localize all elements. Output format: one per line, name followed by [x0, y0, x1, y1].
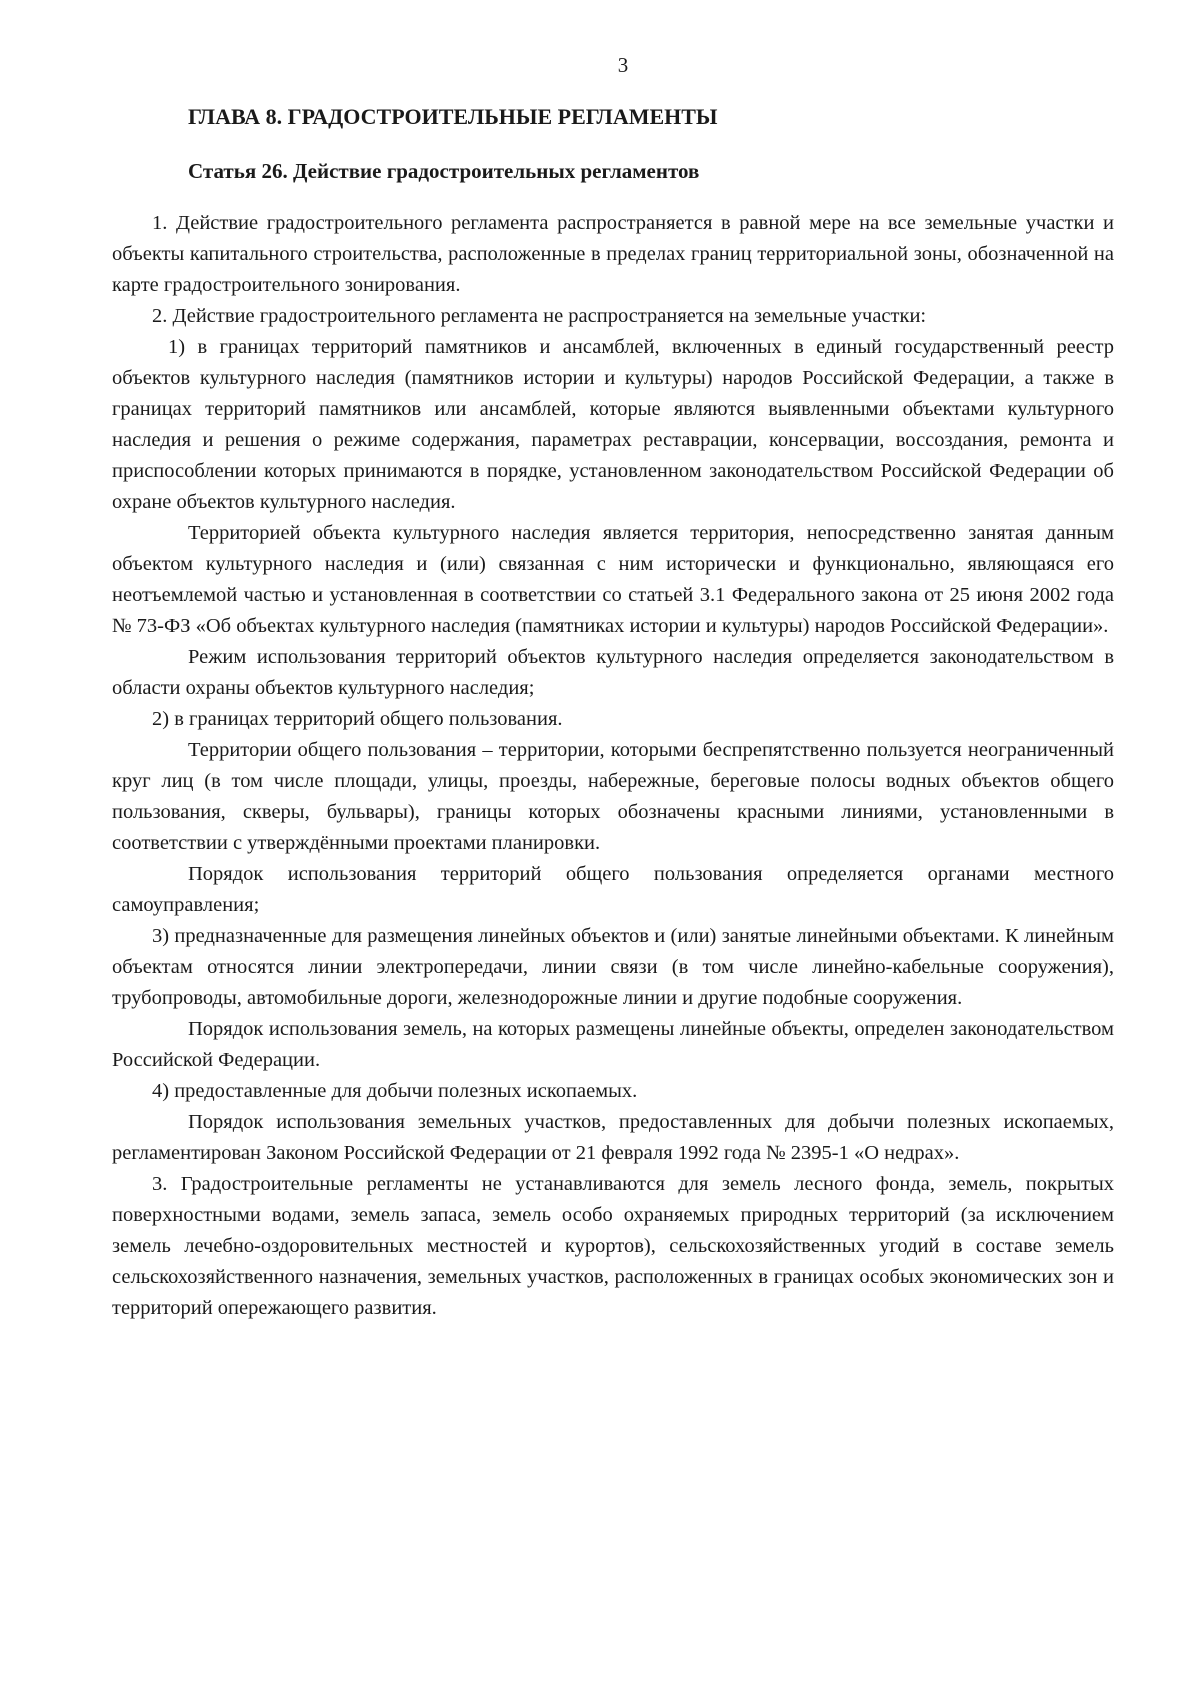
paragraph-public-territories: Территории общего пользования – территории, которыми беспрепятственно пользуется неограниченный круг лиц (в том числе площади, улицы, проезды, набережные, береговые полосы водных объектов общего пользования, скверы, бульвары), границы которых обозначены красными линиями, установленными в соответствии с утверждёнными проектами планировки. — [112, 739, 1114, 854]
article-title: Статья 26. Действие градостроительных регламентов — [188, 159, 700, 183]
paragraph-linear-objects-order: Порядок использования земель, на которых размещены линейные объекты, определен законодательством Российской Федерации. — [112, 1018, 1114, 1071]
subitem-3: 3) предназначенные для размещения линейных объектов и (или) занятые линейными объектами. К линейным объектам относятся линии электропередачи, линии связи (в том числе линейно-кабельные сооружения), трубопроводы, автомобильные дороги, железнодорожные линии и другие подобные сооружения. — [112, 925, 1114, 1009]
chapter-title: ГЛАВА 8. ГРАДОСТРОИТЕЛЬНЫЕ РЕГЛАМЕНТЫ — [188, 104, 718, 129]
paragraph-cultural-heritage-territory: Территорией объекта культурного наследия является территория, непосредственно занятая данным объектом культурного наследия и (или) связанная с ним исторически и функционально, являющаяся его неотъемлемой частью и установленная в соответствии со статьей 3.1 Федерального закона от 25 июня 2002 года № 73-ФЗ «Об объектах культурного наследия (памятниках истории и культуры) народов Российской Федерации». — [112, 522, 1114, 637]
paragraph-public-territories-order: Порядок использования территорий общего пользования определяется органами местного самоуправления; — [112, 863, 1114, 916]
subitem-1: 1) в границах территорий памятников и ансамблей, включенных в единый государственный реестр объектов культурного наследия (памятников истории и культуры) народов Российской Федерации, а также в границах территорий памятников или ансамблей, которые являются выявленными объектами культурного наследия и решения о режиме содержания, параметрах реставрации, консервации, воссоздания, ремонта и приспособлении которых принимаются в порядке, установленном законодательством Российской Федерации об охране объектов культурного наследия. — [112, 336, 1114, 513]
paragraph-3: 3. Градостроительные регламенты не устанавливаются для земель лесного фонда, земель, покрытых поверхностными водами, земель запаса, земель особо охраняемых природных территорий (за исключением земель лечебно-оздоровительных местностей и курортов), сельскохозяйственных угодий в составе земель сельскохозяйственного назначения, земельных участков, расположенных в границах особых экономических зон и территорий опережающего развития. — [112, 1173, 1114, 1319]
paragraph-2: 2. Действие градостроительного регламента не распространяется на земельные участки: — [152, 305, 927, 327]
paragraph-cultural-heritage-regime: Режим использования территорий объектов культурного наследия определяется законодательством в области охраны объектов культурного наследия; — [112, 646, 1114, 699]
subitem-4: 4) предоставленные для добычи полезных ископаемых. — [152, 1080, 638, 1102]
subitem-2: 2) в границах территорий общего пользования. — [152, 708, 563, 730]
page-number: 3 — [617, 53, 629, 77]
paragraph-mining-order: Порядок использования земельных участков, предоставленных для добычи полезных ископаемых, регламентирован Законом Российской Федерации от 21 февраля 1992 года № 2395-1 «О недрах». — [112, 1111, 1114, 1164]
paragraph-1: 1. Действие градостроительного регламента распространяется в равной мере на все земельные участки и объекты капитального строительства, расположенные в пределах границ территориальной зоны, обозначенной на карте градостроительного зонирования. — [112, 212, 1114, 296]
document-page — [112, 52, 1114, 1324]
